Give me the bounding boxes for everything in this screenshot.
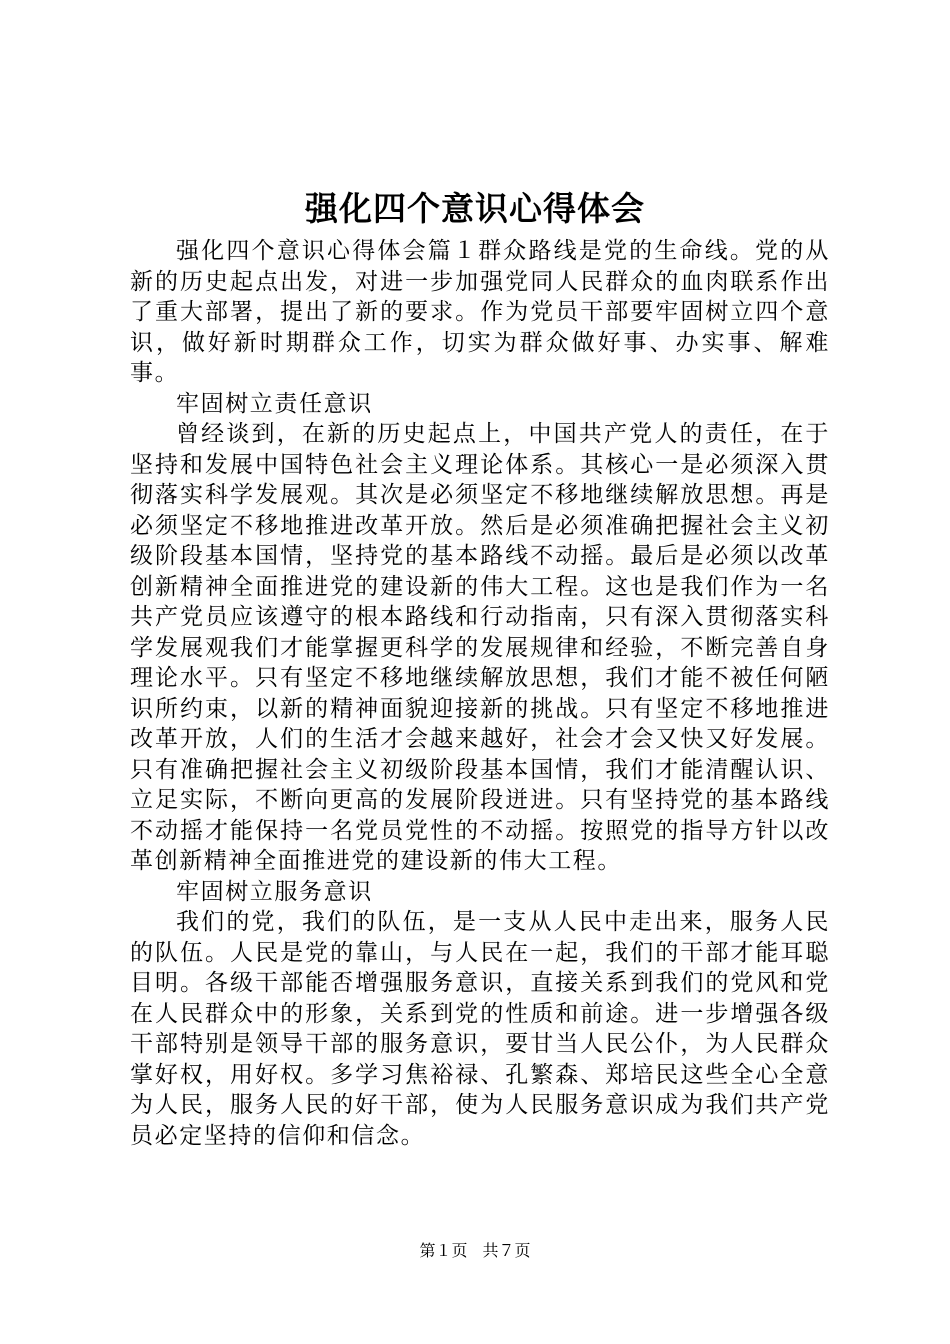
page-number: 第１页 xyxy=(419,1241,468,1260)
paragraph-service: 我们的党，我们的队伍，是一支从人民中走出来，服务人民的队伍。人民是党的靠山，与人民在一起，我们的干部才能耳聪目明。各级干部能否增强服务意识，直接关系到我们的党风和党在人民群众中的形象，关系到党的性质和前途。进一步增强各级干部特别是领导干部的服务意识，要甘当人民公仆，为人民群众掌好权，用好权。多学习焦裕禄、孔繁森、郑培民这些全心全意为人民，服务人民的好干部，使为人民服务意识成为我们共产党员必定坚持的信仰和信念。 xyxy=(130,909,830,1149)
document-title: 强化四个意识心得体会 xyxy=(305,189,645,228)
page-footer xyxy=(0,1240,950,1262)
document-body xyxy=(130,236,830,1151)
paragraph-intro: 强化四个意识心得体会篇１群众路线是党的生命线。党的从新的历史起点出发，对进一步加强党同人民群众的血肉联系作出了重大部署，提出了新的要求。作为党员干部要牢固树立四个意识，做好新时期群众工作，切实为群众做好事、办实事、解难事。 xyxy=(130,238,830,386)
page-total: 共７页 xyxy=(482,1241,531,1260)
section-heading-responsibility: 牢固树立责任意识 xyxy=(176,390,373,417)
section-heading-service: 牢固树立服务意识 xyxy=(176,878,373,905)
paragraph-responsibility: 曾经谈到，在新的历史起点上，中国共产党人的责任，在于坚持和发展中国特色社会主义理论体系。其核心一是必须深入贯彻落实科学发展观。其次是必须坚定不移地继续解放思想。再是必须坚定不移地推进改革开放。然后是必须准确把握社会主义初级阶段基本国情，坚持党的基本路线不动摇。最后是必须以改革创新精神全面推进党的建设新的伟大工程。这也是我们作为一名共产党员应该遵守的根本路线和行动指南，只有深入贯彻落实科学发展观我们才能掌握更科学的发展规律和经验，不断完善自身理论水平。只有坚定不移地继续解放思想，我们才能不被任何陋识所约束，以新的精神面貌迎接新的挑战。只有坚定不移地推进改革开放，人们的生活才会越来越好，社会才会又快又好发展。只有准确把握社会主义初级阶段基本国情，我们才能清醒认识、立足实际，不断向更高的发展阶段迸进。只有坚持党的基本路线不动摇才能保持一名党员党性的不动摇。按照党的指导方针以改革创新精神全面推进党的建设新的伟大工程。 xyxy=(130,421,830,874)
